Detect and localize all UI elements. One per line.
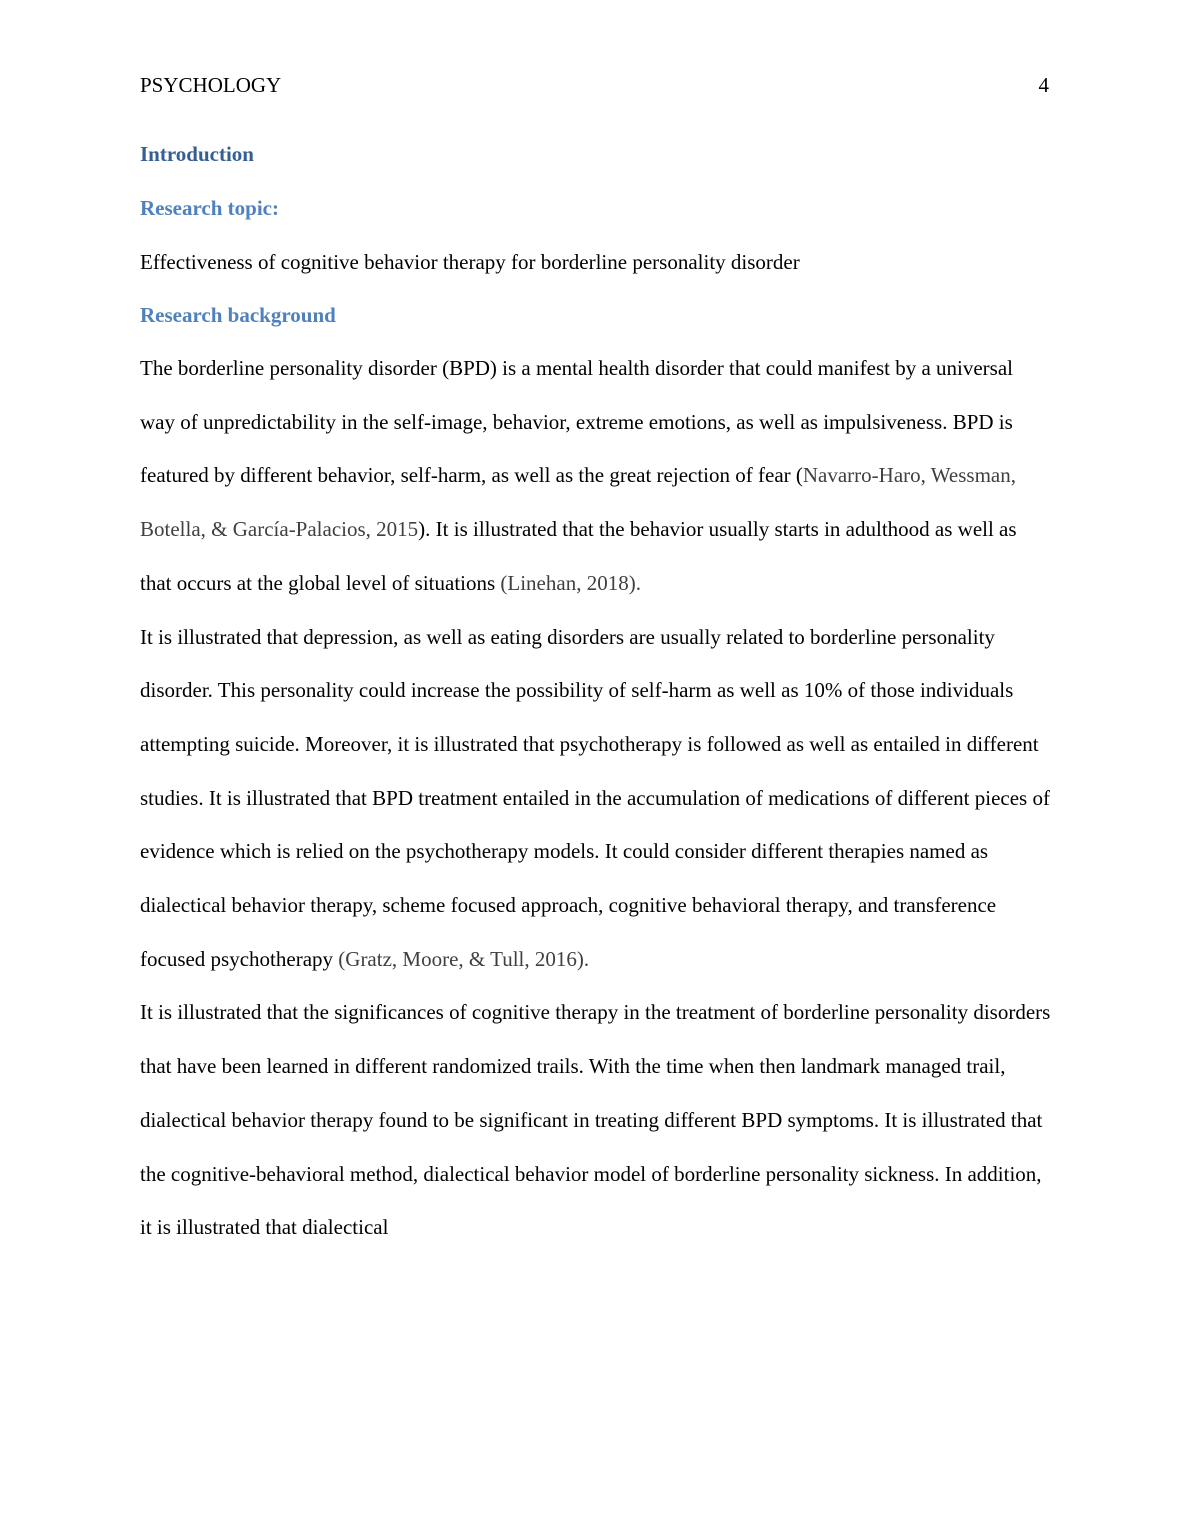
document-body [140, 139, 1052, 1267]
paragraph-1-text-a: The borderline personality disorder (BPD) is a mental health disorder that could manifest by a universal way of unpredictability in the self-image, behavior, extreme emotions, as well as impulsiveness. BPD is featured by different behavior, self-harm, as well as the great rejection of fear ( [140, 356, 1014, 488]
citation-gratz: (Gratz, Moore, & Tull, 2016). [338, 946, 590, 971]
running-head: PSYCHOLOGY [140, 73, 282, 97]
citation-navarro-haro: Navarro-Haro, Wessman, Botella, & García-Palacios, 2015 [140, 463, 1016, 542]
paragraph-2-text-a: It is illustrated that depression, as well as eating disorders are usually related to borderline personality disorder. This personality could increase the possibility of self-harm as well as 10% of those individuals attempting suicide. Moreover, it is illustrated that psychotherapy is followed as well as entailed in different studies. It is illustrated that BPD treatment entailed in the accumulation of medications of different pieces of evidence which is relied on the psychotherapy models. It could consider different therapies named as dialectical behavior therapy, scheme focused approach, cognitive behavioral therapy, and transference focused psychotherapy [140, 624, 1050, 971]
page-number: 4 [1038, 73, 1049, 97]
heading-research-topic: Research topic: [140, 196, 279, 220]
paragraph-2 [140, 611, 1052, 987]
paragraph-3-text-a: It is illustrated that the significances of cognitive therapy in the treatment of borderline personality disorders that have been learned in different randomized trails. With the time when then landmark managed trail, dialectical behavior therapy found to be significant in treating different BPD symptoms. It is illustrated that the cognitive-behavioral method, dialectical behavior model of borderline personality sickness. In addition, it is illustrated that dialectical [140, 1000, 1051, 1240]
paragraph-3 [140, 986, 1052, 1255]
paragraph-1-text-b: ). It is illustrated that the behavior usually starts in adulthood as well as that occurs at the global level of situations [140, 517, 1017, 595]
research-topic-text: Effectiveness of cognitive behavior therapy for borderline personality disorder [140, 250, 800, 274]
heading-introduction: Introduction [140, 142, 254, 166]
heading-research-background: Research background [140, 303, 336, 327]
paragraph-1 [140, 342, 1052, 611]
page-header [140, 71, 1049, 99]
citation-linehan: (Linehan, 2018). [500, 570, 641, 595]
